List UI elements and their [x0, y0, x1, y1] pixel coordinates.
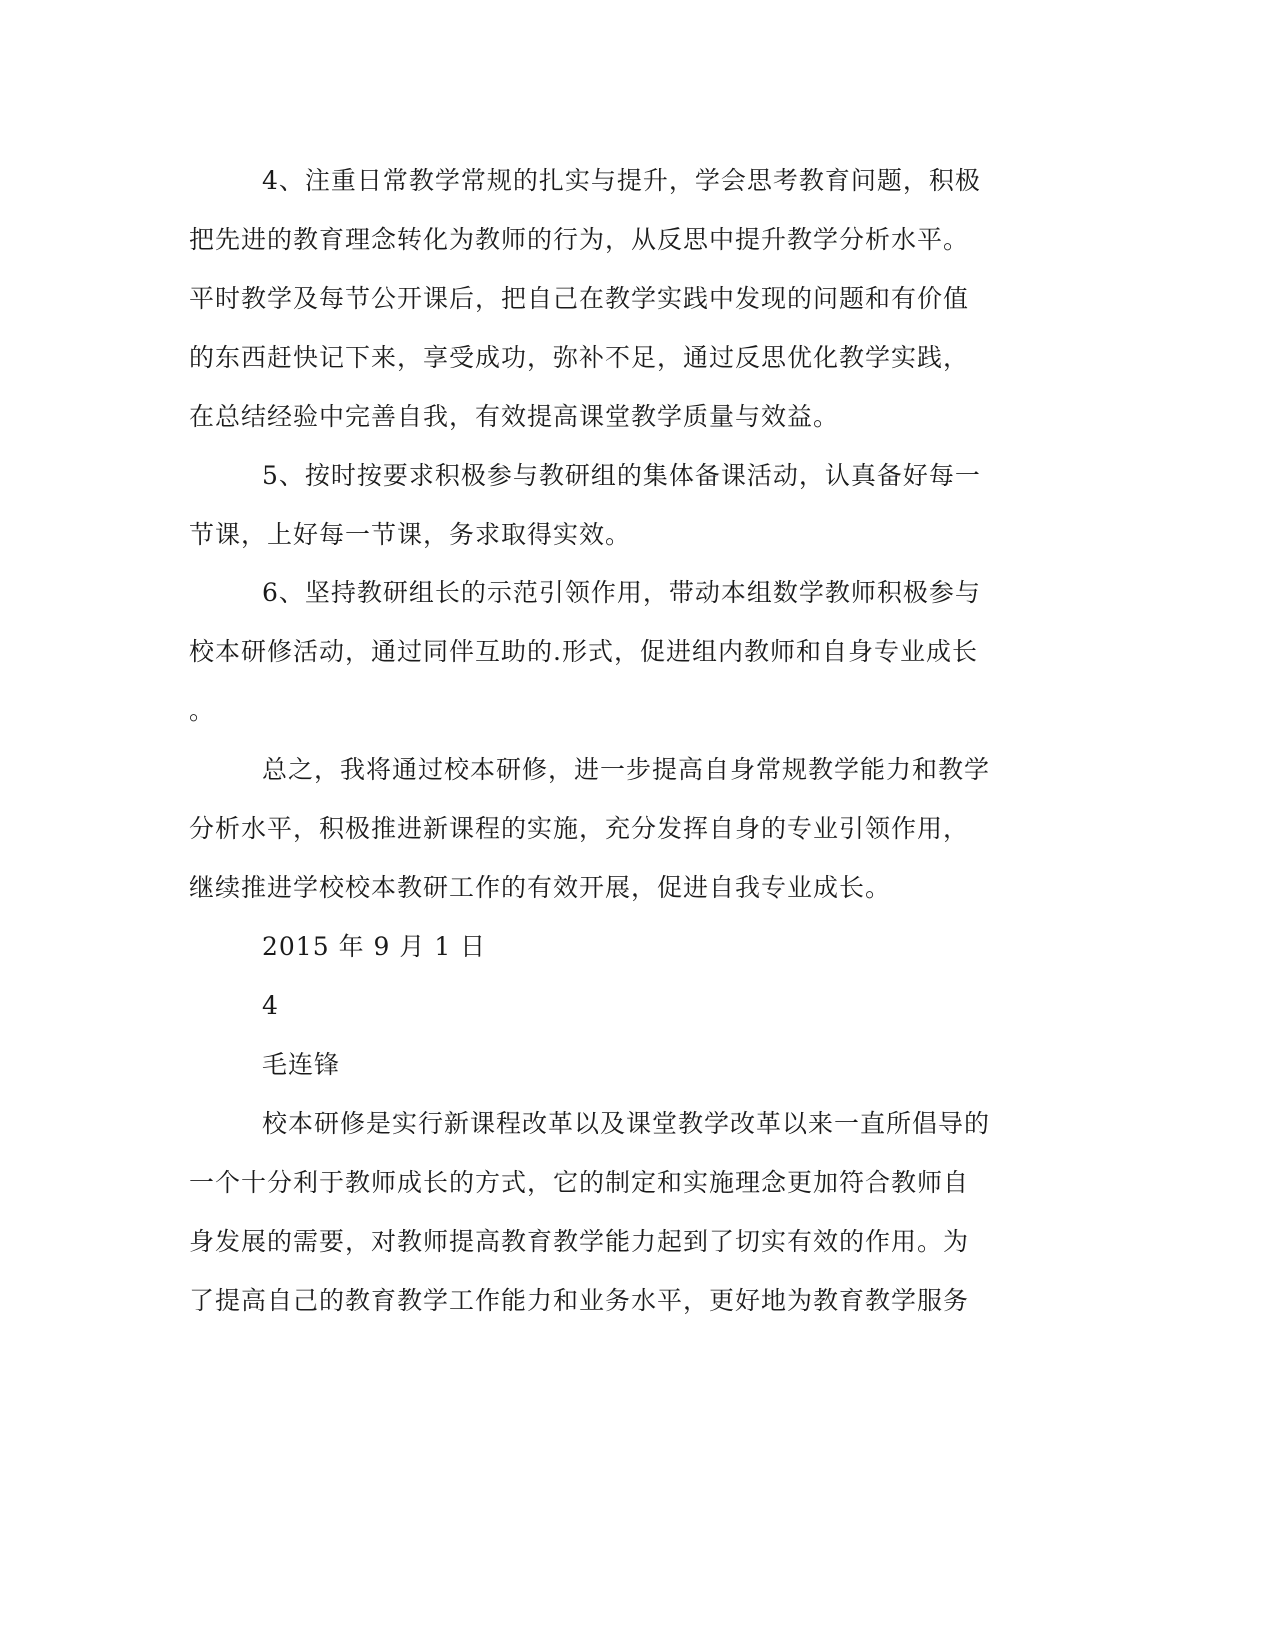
paragraph-4-line-1: 4、注重日常教学常规的扎实与提升，学会思考教育问题，积极 — [262, 166, 981, 195]
intro-line-4: 了提高自己的教育教学工作能力和业务水平，更好地为教育教学服务 — [189, 1286, 970, 1315]
section-number: 4 — [262, 991, 279, 1020]
intro-line-1: 校本研修是实行新课程改革以及课堂教学改革以来一直所倡导的 — [262, 1109, 991, 1138]
paragraph-4-line-5: 在总结经验中完善自我，有效提高课堂教学质量与效益。 — [189, 402, 840, 431]
author-name: 毛连锋 — [262, 1050, 341, 1079]
intro-line-3: 身发展的需要，对教师提高教育教学能力起到了切实有效的作用。为 — [189, 1227, 970, 1256]
paragraph-4-line-3: 平时教学及每节公开课后，把自己在教学实践中发现的问题和有价值 — [189, 284, 970, 313]
intro-line-2: 一个十分利于教师成长的方式，它的制定和实施理念更加符合教师自 — [189, 1168, 970, 1197]
paragraph-6-line-1: 6、坚持教研组长的示范引领作用，带动本组数学教师积极参与 — [262, 578, 981, 607]
paragraph-6-line-2: 校本研修活动，通过同伴互助的.形式，促进组内教师和自身专业成长 — [189, 637, 978, 666]
summary-line-2: 分析水平，积极推进新课程的实施，充分发挥自身的专业引领作用， — [189, 814, 970, 843]
paragraph-5-line-2: 节课，上好每一节课，务求取得实效。 — [189, 520, 632, 549]
summary-line-3: 继续推进学校校本教研工作的有效开展，促进自我专业成长。 — [189, 873, 892, 902]
paragraph-6-line-3: 。 — [189, 696, 216, 725]
paragraph-5-line-1: 5、按时按要求积极参与教研组的集体备课活动，认真备好每一 — [262, 461, 981, 490]
paragraph-4-line-4: 的东西赶快记下来，享受成功，弥补不足，通过反思优化教学实践， — [189, 343, 970, 372]
paragraph-4-line-2: 把先进的教育理念转化为教师的行为，从反思中提升教学分析水平。 — [189, 225, 970, 254]
date-line: 2015 年 9 月 1 日 — [262, 932, 487, 961]
summary-line-1: 总之，我将通过校本研修，进一步提高自身常规教学能力和教学 — [262, 755, 991, 784]
